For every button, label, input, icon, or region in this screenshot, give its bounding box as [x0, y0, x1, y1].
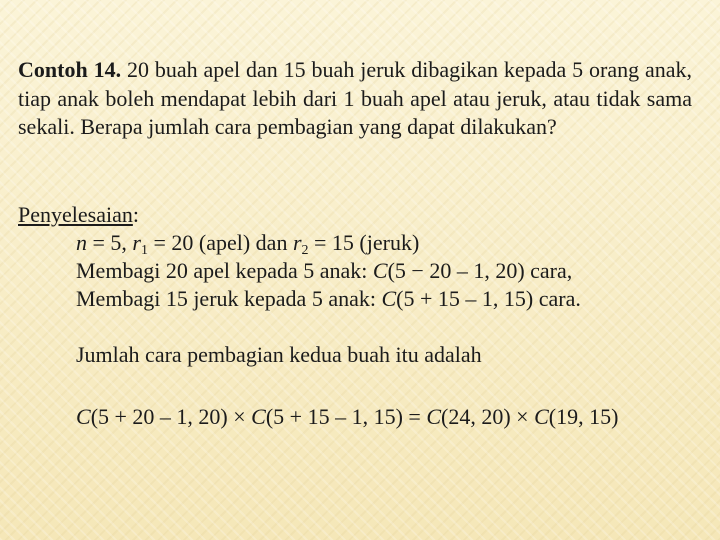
r2-variable: r — [292, 230, 302, 255]
step1-line — [76, 258, 572, 284]
formula-fn-3: C — [426, 404, 441, 429]
r1-subscript: 1 — [140, 243, 148, 258]
formula-part-3: (24, 20) × — [441, 404, 535, 429]
step2-line — [76, 286, 581, 312]
formula-fn-1: C — [76, 404, 91, 429]
step2-fn: C — [381, 286, 397, 311]
summary-text: Jumlah cara pembagian kedua buah itu adalah — [76, 342, 482, 367]
r2-value: = 15 (jeruk) — [308, 230, 420, 255]
given-line — [76, 230, 419, 256]
summary-line — [76, 342, 482, 368]
n-variable: n — [76, 230, 87, 255]
formula-fn-2: C — [251, 404, 266, 429]
example-label: Contoh 14. — [18, 57, 122, 82]
step2-args: (5 + 15 – 1, 15) cara. — [396, 286, 581, 311]
formula-line — [76, 404, 618, 430]
r1-variable: r — [132, 230, 141, 255]
formula-fn-4: C — [534, 404, 549, 429]
example-body: 20 buah apel dan 15 buah jeruk dibagikan kepada 5 orang anak, tiap anak boleh mendapat lebih dari 1 buah apel atau jeruk, atau tidak sama sekali. Berapa jumlah cara pembagian yang dapat dilakukan? — [18, 57, 693, 139]
r2-subscript: 2 — [301, 243, 309, 258]
r1-value: = 20 (apel) dan — [147, 230, 293, 255]
solution-heading-colon: : — [132, 202, 139, 227]
n-value: = 5, — [87, 230, 133, 255]
step2-text: Membagi 15 jeruk kepada 5 anak: — [76, 286, 382, 311]
step1-fn: C — [372, 258, 388, 283]
formula-part-4: (19, 15) — [548, 404, 619, 429]
step1-args: (5 − 20 – 1, 20) cara, — [387, 258, 573, 283]
solution-heading: Penyelesaian — [18, 202, 133, 227]
step1-text: Membagi 20 apel kepada 5 anak: — [76, 258, 373, 283]
example-paragraph — [18, 56, 692, 142]
formula-part-2: (5 + 15 – 1, 15) = — [265, 404, 427, 429]
solution-heading-line — [18, 202, 139, 228]
formula-part-1: (5 + 20 – 1, 20) × — [90, 404, 252, 429]
